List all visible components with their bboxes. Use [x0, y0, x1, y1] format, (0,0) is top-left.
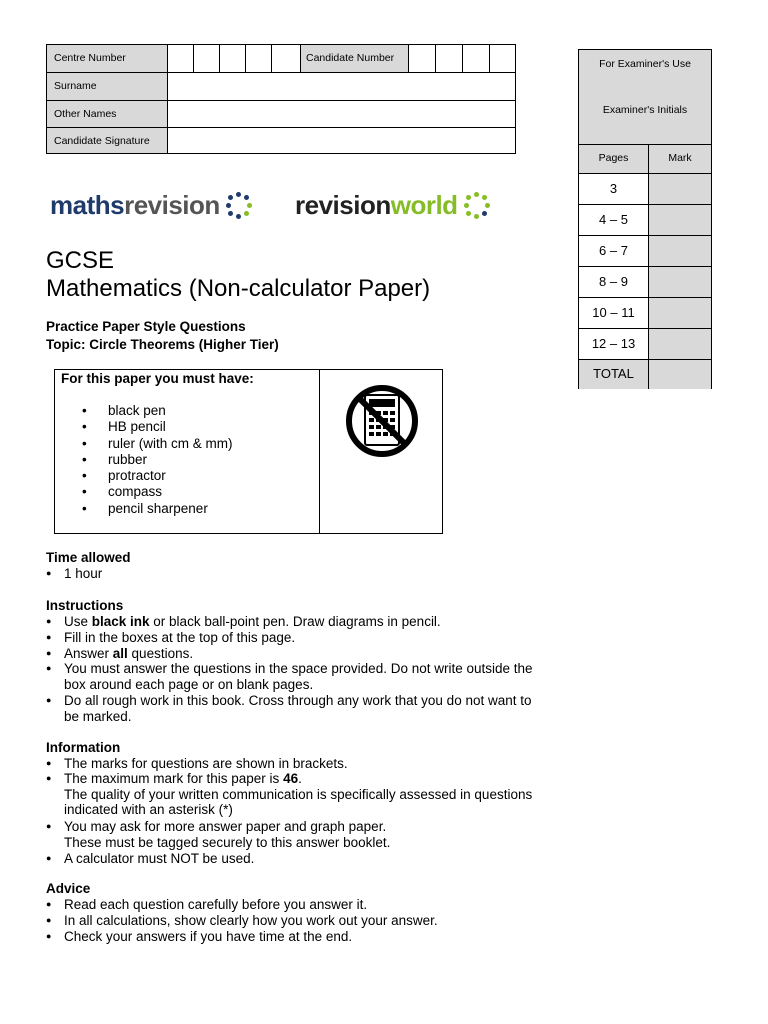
equipment-heading: For this paper you must have: — [61, 371, 254, 386]
centre-number-digit[interactable] — [246, 45, 272, 72]
other-names-label: Other Names — [47, 101, 168, 127]
surname-field[interactable] — [168, 73, 515, 100]
advice-item: ● Check your answers if you have time at the end. — [46, 929, 353, 944]
information-heading: Information — [46, 740, 121, 755]
dot-ring-icon — [226, 192, 252, 218]
subtitle-line2: Topic: Circle Theorems (Higher Tier) — [46, 337, 279, 352]
centre-number-digit[interactable] — [272, 45, 301, 72]
no-calculator-icon — [342, 383, 422, 459]
candidate-number-digit[interactable] — [409, 45, 436, 72]
examiner-row — [579, 328, 711, 359]
equipment-item: • black pen — [108, 403, 233, 419]
equipment-item: • HB pencil — [108, 419, 233, 435]
signature-row — [47, 128, 515, 153]
logo-revision2-text: revision — [295, 190, 391, 220]
bullet-icon: ● — [46, 568, 52, 578]
equipment-divider — [319, 370, 320, 533]
bullet-icon: ● — [46, 899, 52, 909]
equipment-item: • compass — [108, 484, 233, 500]
logo-revision-text: revision — [124, 190, 220, 220]
information-item: ● You may ask for more answer paper and graph paper. These must be tagged securely to this answer booklet. — [46, 819, 391, 850]
mark-header: Mark — [668, 152, 692, 164]
examiner-page-cell: 10 – 11 — [579, 298, 649, 328]
examiner-page-cell: 6 – 7 — [579, 236, 649, 266]
surname-row — [47, 73, 515, 101]
bullet-icon: ● — [46, 648, 52, 658]
bullet-icon: ● — [46, 758, 52, 768]
centre-number-label: Centre Number — [47, 45, 168, 72]
other-names-field[interactable] — [168, 101, 515, 127]
examiner-box — [578, 49, 712, 389]
instruction-item: ● Use black ink or black ball-point pen. Draw diagrams in pencil. — [46, 614, 441, 629]
centre-candidate-row — [47, 45, 515, 73]
candidate-number-digit[interactable] — [463, 45, 490, 72]
candidate-details-box — [46, 44, 516, 154]
examiner-row — [579, 235, 711, 266]
advice-item: ● Read each question carefully before you answer it. — [46, 897, 368, 912]
bullet-icon: ● — [46, 632, 52, 642]
examiner-page-cell: 3 — [579, 174, 649, 204]
signature-label: Candidate Signature — [47, 128, 168, 153]
page-title-line2: Mathematics (Non-calculator Paper) — [46, 275, 431, 302]
advice-item: ● In all calculations, show clearly how you work out your answer. — [46, 913, 438, 928]
examiner-row — [579, 173, 711, 204]
centre-number-digit[interactable] — [168, 45, 194, 72]
examiner-total-row — [579, 359, 711, 389]
instruction-item: ● Answer all questions. — [46, 646, 194, 661]
dot-ring-icon — [464, 192, 490, 218]
bullet-icon: ● — [46, 695, 52, 705]
examiner-mark-cell[interactable] — [649, 298, 711, 328]
equipment-box — [54, 369, 443, 534]
examiner-box-title: For Examiner's Use — [599, 58, 691, 70]
examiner-row — [579, 266, 711, 297]
bullet-icon: ● — [46, 616, 52, 626]
advice-heading: Advice — [46, 881, 91, 896]
equipment-item: • pencil sharpener — [108, 501, 233, 517]
instruction-item: ● Do all rough work in this book. Cross through any work that you do not want to be marked. — [46, 693, 532, 724]
revisionworld-logo — [295, 190, 490, 222]
mathsrevision-logo — [50, 190, 252, 222]
signature-field[interactable] — [168, 128, 515, 153]
logo-maths-text: maths — [50, 190, 125, 220]
examiner-row — [579, 204, 711, 235]
centre-number-digit[interactable] — [220, 45, 246, 72]
instruction-item: ● You must answer the questions in the space provided. Do not write outside the box around each page or on blank pages. — [46, 661, 533, 692]
bullet-icon: ● — [46, 773, 52, 783]
information-item: ● The maximum mark for this paper is 46. The quality of your written communication is specifically assessed in questions indicated with an asterisk (*) — [46, 771, 533, 818]
equipment-item: • protractor — [108, 468, 233, 484]
time-item: ● 1 hour — [46, 566, 103, 581]
bullet-icon: ● — [46, 663, 52, 673]
examiner-page-cell: 12 – 13 — [579, 329, 649, 359]
surname-label: Surname — [47, 73, 168, 100]
logo-world-text: world — [390, 190, 458, 220]
examiner-mark-cell[interactable] — [649, 174, 711, 204]
examiner-initials-label: Examiner's Initials — [602, 104, 688, 116]
equipment-list — [82, 403, 233, 517]
bullet-icon: ● — [46, 821, 52, 831]
bullet-icon: ● — [46, 931, 52, 941]
examiner-mark-cell[interactable] — [649, 236, 711, 266]
bullet-icon: ● — [46, 853, 52, 863]
examiner-total-cell[interactable] — [649, 360, 711, 389]
examiner-header-row — [579, 144, 711, 173]
bullet-icon: ● — [46, 915, 52, 925]
candidate-number-label: Candidate Number — [301, 45, 409, 72]
subtitle-line1: Practice Paper Style Questions — [46, 319, 246, 334]
time-heading: Time allowed — [46, 550, 131, 565]
examiner-page-cell: 8 – 9 — [579, 267, 649, 297]
examiner-mark-cell[interactable] — [649, 267, 711, 297]
candidate-number-digit[interactable] — [436, 45, 463, 72]
equipment-item: • rubber — [108, 452, 233, 468]
centre-number-digit[interactable] — [194, 45, 220, 72]
examiner-page-cell: 4 – 5 — [579, 205, 649, 235]
equipment-item: • ruler (with cm & mm) — [108, 436, 233, 452]
pages-header: Pages — [579, 145, 649, 173]
examiner-mark-cell[interactable] — [649, 205, 711, 235]
instructions-heading: Instructions — [46, 598, 124, 613]
other-names-row — [47, 101, 515, 128]
page-title-line1: GCSE — [46, 247, 115, 274]
candidate-number-digit[interactable] — [490, 45, 515, 72]
examiner-total-label: TOTAL — [579, 360, 649, 389]
information-item: ● A calculator must NOT be used. — [46, 851, 255, 866]
examiner-mark-cell[interactable] — [649, 329, 711, 359]
title-block — [46, 247, 566, 303]
instruction-item: ● Fill in the boxes at the top of this page. — [46, 630, 296, 645]
information-item: ● The marks for questions are shown in brackets. — [46, 756, 348, 771]
examiner-row — [579, 297, 711, 328]
